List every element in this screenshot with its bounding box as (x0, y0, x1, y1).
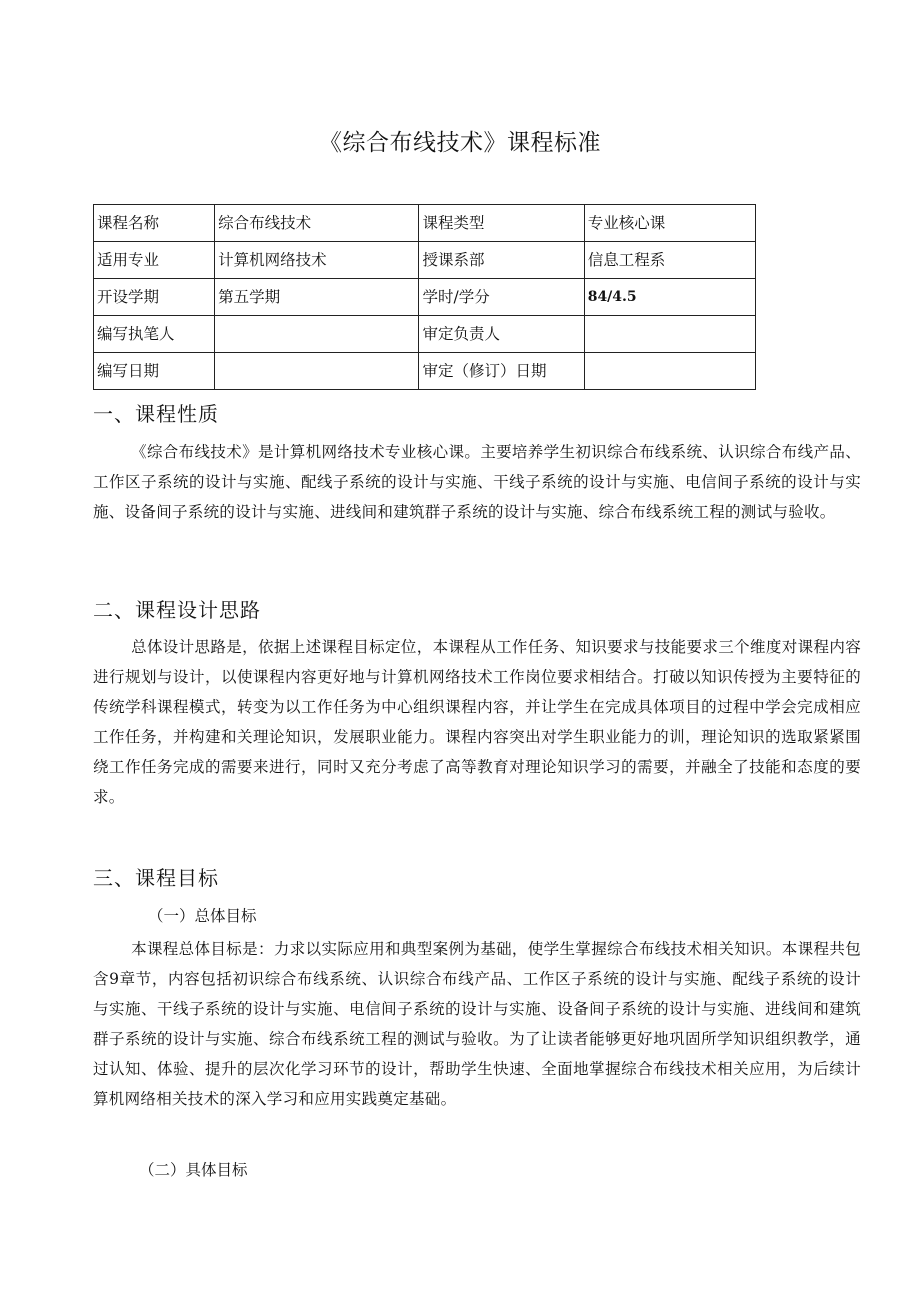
table-cell (584, 316, 755, 353)
table-row (94, 242, 756, 279)
table-cell: 审定负责人 (419, 316, 584, 353)
section-paragraph (93, 934, 861, 1114)
paragraph-text: 总体设计思路是，依据上述课程目标定位，本课程从工作任务、知识要求与技能要求三个维度对课程内容进行规划与设计，以使课程内容更好地与计算机网络技术工作岗位要求相结合。打破以知识传授为主要特征的传统学科课程模式，转变为以工作任务为中心组织课程内容，并让学生在完成具体项目的过程中学会完成相应工作任务，并构建和关理论知识，发展职业能力。课程内容突出对学生职业能力的训，理论知识的选取紧紧围绕工作任务完成的需要来进行，同时又充分考虑了高等教育对理论知识学习的需要，并融全了技能和态度的要求。 (93, 638, 861, 806)
table-cell: 编写执笔人 (94, 316, 215, 353)
subsection-heading: （一）总体目标 (148, 907, 257, 925)
table-cell: 授课系部 (419, 242, 584, 279)
table-cell: 综合布线技术 (215, 205, 419, 242)
table-cell: 开设学期 (94, 279, 215, 316)
table-cell: 课程名称 (94, 205, 215, 242)
table-cell (584, 353, 755, 390)
table-cell: 专业核心课 (584, 205, 755, 242)
section-paragraph (93, 632, 861, 812)
table-row (94, 353, 756, 390)
table-cell (215, 353, 419, 390)
table-row (94, 205, 756, 242)
table-cell: 第五学期 (215, 279, 419, 316)
table-cell: 审定（修订）日期 (419, 353, 584, 390)
table-cell: 编写日期 (94, 353, 215, 390)
table-cell: 计算机网络技术 (215, 242, 419, 279)
table-cell: 课程类型 (419, 205, 584, 242)
table-row (94, 316, 756, 353)
table-cell: 信息工程系 (584, 242, 755, 279)
course-info-table (93, 204, 756, 390)
table-row (94, 279, 756, 316)
subsection-heading: （二）具体目标 (139, 1161, 248, 1179)
paragraph-text: 本课程总体目标是：力求以实际应用和典型案例为基础，使学生掌握综合布线技术相关知识。本课程共包含9章节，内容包括初识综合布线系统、认识综合布线产品、工作区子系统的设计与实施、配线子系统的设计与实施、干线子系统的设计与实施、电信间子系统的设计与实施、设备间子系统的设计与实施、进线间和建筑群子系统的设计与实施、综合布线系统工程的测试与验收。为了让读者能够更好地巩固所学知识组织教学，通过认知、体验、提升的层次化学习环节的设计，帮助学生快速、全面地掌握综合布线技术相关应用，为后续计算机网络相关技术的深入学习和应用实践奠定基础。 (93, 940, 861, 1108)
table-cell: 适用专业 (94, 242, 215, 279)
section-heading: 三、课程目标 (93, 866, 219, 890)
table-cell: 84/4.5 (584, 279, 755, 316)
document-title: 《综合布线技术》课程标准 (319, 130, 601, 156)
section-heading: 二、课程设计思路 (93, 598, 261, 622)
table-cell: 学时/学分 (419, 279, 584, 316)
paragraph-text: 《综合布线技术》是计算机网络技术专业核心课。主要培养学生初识综合布线系统、认识综合布线产品、工作区子系统的设计与实施、配线子系统的设计与实施、干线子系统的设计与实施、电信间子系统的设计与实施、设备间子系统的设计与实施、进线间和建筑群子系统的设计与实施、综合布线系统工程的测试与验收。 (93, 443, 861, 521)
section-paragraph (93, 437, 861, 527)
table-cell (215, 316, 419, 353)
section-heading: 一、课程性质 (93, 402, 219, 426)
